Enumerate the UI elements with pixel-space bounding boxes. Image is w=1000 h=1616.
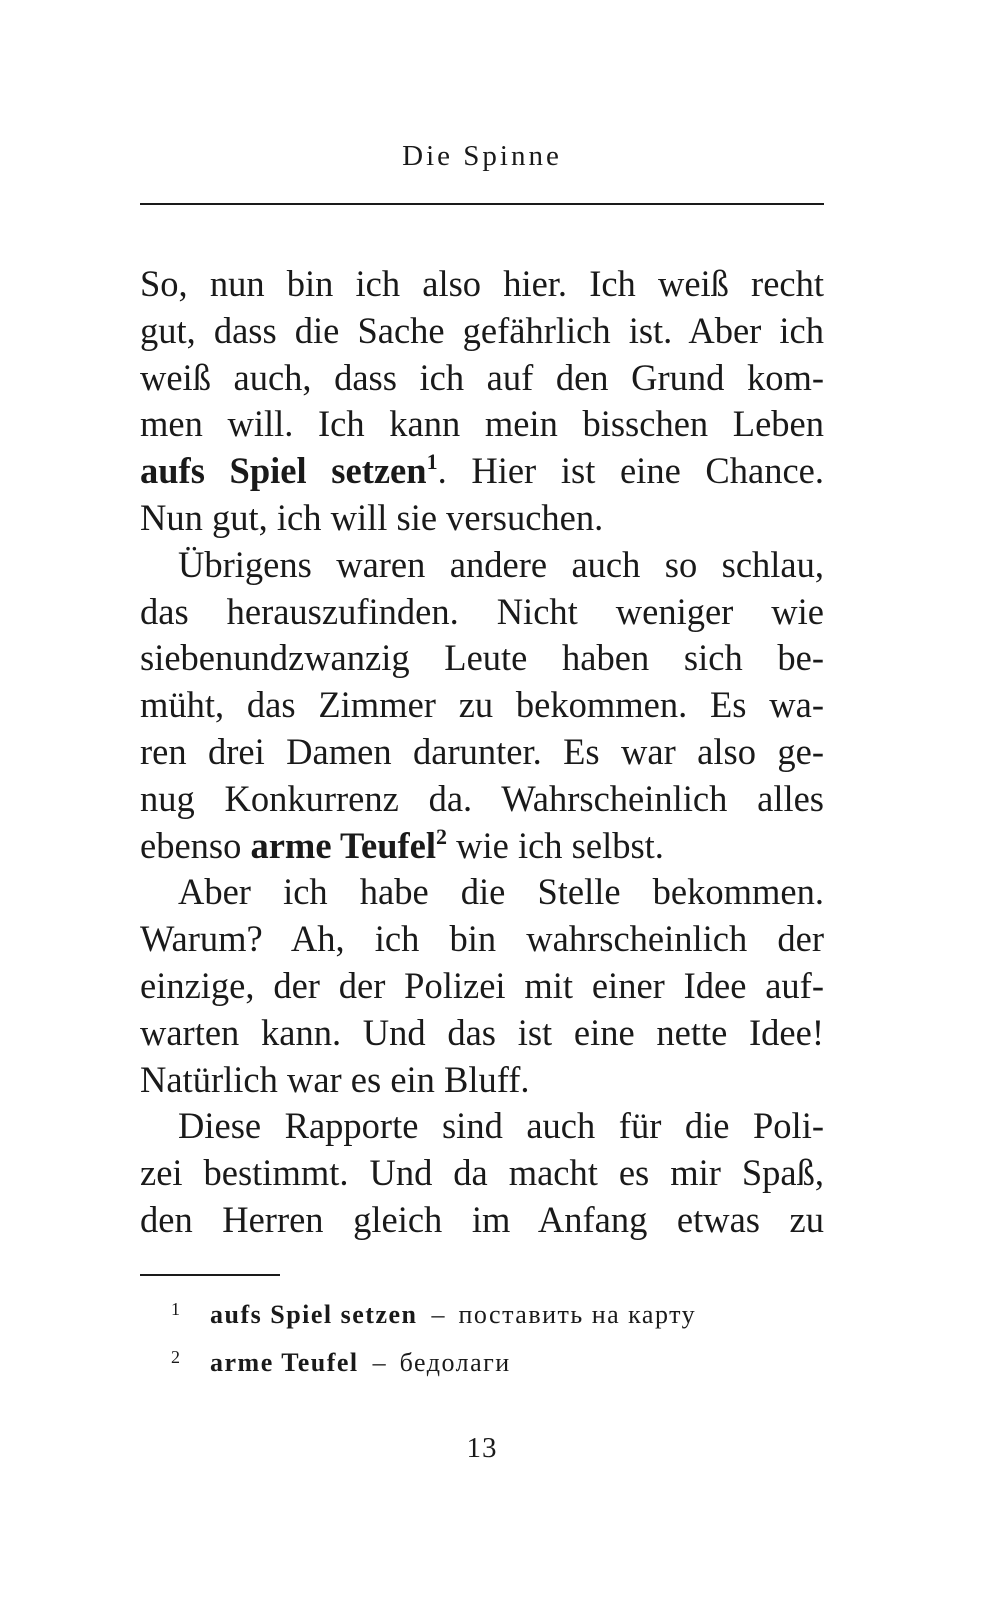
text-line: aufs Spiel setzen$^1$. Hier ist eine Chance. (140, 449, 824, 492)
footnote-number: 2 (171, 1347, 180, 1367)
text-line: nug Konkurrenz da. Wahrscheinlich alles (140, 777, 824, 819)
text-line: Warum? Ah, ich bin wahrscheinlich der (140, 918, 824, 960)
text-line: einzige, der der Polizei mit einer Idee auf- (140, 964, 824, 1006)
text-line: gut, dass die Sache gefährlich ist. Aber ich (140, 309, 824, 351)
footnote-term: arme Teufel (210, 1348, 359, 1377)
glossed-term: arme Teufel (250, 824, 436, 866)
text-line: das herauszufinden. Nicht weniger wie (140, 590, 824, 632)
footnote-ref: 2 (436, 823, 447, 849)
text-line: Übrigens waren andere auch so schlau, (178, 543, 824, 585)
footnote-term: aufs Spiel setzen (210, 1300, 418, 1329)
footnote-dash: – (431, 1300, 445, 1329)
glossed-term: aufs Spiel setzen (140, 450, 427, 492)
footnote-rule (140, 1274, 280, 1276)
text-line: siebenundzwanzig Leute haben sich be- (140, 637, 824, 679)
text-line: warten kann. Und das ist eine nette Idee! (140, 1011, 824, 1053)
page-number: 13 (466, 1432, 498, 1464)
text-line: ebenso arme Teufel$^2$ wie ich selbst. (140, 823, 664, 866)
text-line: ren drei Damen darunter. Es war also ge- (140, 730, 824, 772)
text-line: Nun gut, ich will sie versuchen. (140, 496, 604, 538)
footnotes (140, 1285, 824, 1381)
footnote-dash: – (372, 1348, 386, 1377)
text-line: zei bestimmt. Und da macht es mir Spaß, (140, 1152, 824, 1194)
text-line: müht, das Zimmer zu bekommen. Es wa- (140, 684, 824, 726)
text-line: Aber ich habe die Stelle bekommen. (178, 871, 824, 913)
running-head: Die Spinne (402, 140, 562, 172)
footnote-gloss: поставить на карту (458, 1300, 697, 1329)
text-line: men will. Ich kann mein bisschen Leben (140, 403, 824, 445)
body-text (140, 261, 824, 1244)
footnote-ref: 1 (426, 449, 438, 475)
text-line: Diese Rapporte sind auch für die Poli- (178, 1105, 824, 1147)
text-line: den Herren gleich im Anfang etwas zu (140, 1198, 824, 1240)
footnote (140, 1285, 824, 1333)
footnote (140, 1333, 824, 1381)
text-line: Natürlich war es ein Bluff. (140, 1058, 530, 1100)
text-line: So, nun bin ich also hier. Ich weiß recht (140, 263, 824, 304)
text-line: weiß auch, dass ich auf den Grund kom- (140, 356, 824, 398)
footnote-gloss: бедолаги (399, 1348, 511, 1377)
header-rule (140, 203, 824, 205)
footnote-number: 1 (171, 1299, 180, 1319)
